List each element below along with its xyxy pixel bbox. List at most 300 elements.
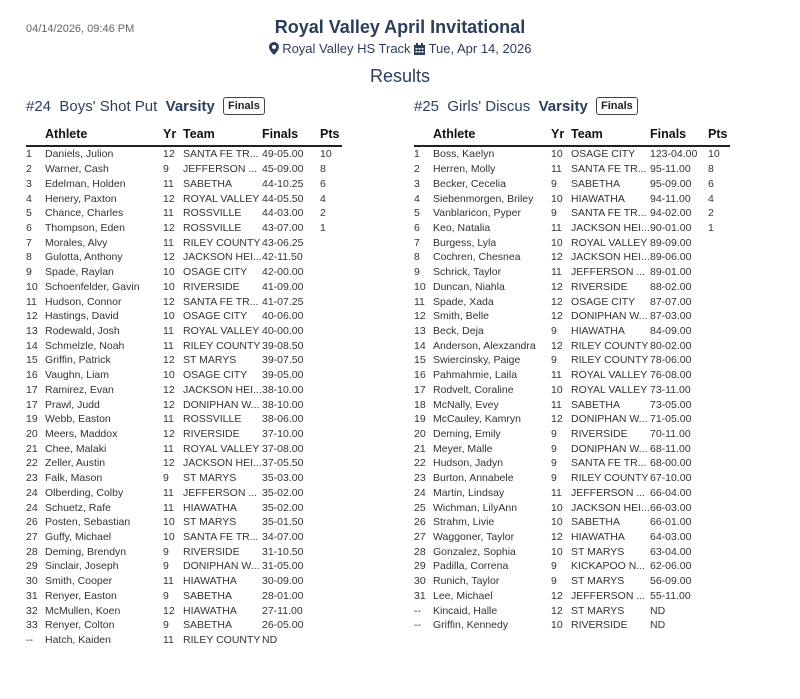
cell-athlete: Cochren, Chesnea xyxy=(433,251,521,264)
cell-pts xyxy=(708,309,730,324)
cell-finals: 70-11.00 xyxy=(650,428,691,441)
table-row xyxy=(414,162,730,177)
cell-place: 29 xyxy=(26,560,38,573)
cell-finals: 26-05.00 xyxy=(262,619,304,632)
cell-athlete: Gulotta, Anthony xyxy=(45,251,123,264)
cell-place: 24 xyxy=(414,486,426,499)
cell-yr: 11 xyxy=(163,575,174,588)
cell-yr: 12 xyxy=(551,531,563,544)
table-row xyxy=(414,235,730,250)
cell-team: JACKSON HEI... xyxy=(183,383,262,396)
cell-finals: 66-04.00 xyxy=(650,486,692,499)
cell-pts xyxy=(708,397,730,412)
results-table xyxy=(26,126,342,647)
cell-team: SANTA FE TR... xyxy=(571,457,647,470)
cell-finals: 40-00.00 xyxy=(262,324,304,337)
cell-yr: 9 xyxy=(163,472,169,485)
cell-yr: 11 xyxy=(163,177,174,190)
cell-pts xyxy=(320,324,342,339)
cell-yr: 9 xyxy=(551,442,557,455)
cell-athlete: Boss, Kaelyn xyxy=(433,148,495,161)
cell-yr: 10 xyxy=(551,501,563,514)
table-row xyxy=(414,486,730,501)
cell-athlete: Waggoner, Taylor xyxy=(433,531,515,544)
cell-finals: 38-06.00 xyxy=(262,413,304,426)
cell-team: SANTA FE TR... xyxy=(183,148,259,161)
cell-pts xyxy=(708,383,730,398)
cell-place: 26 xyxy=(414,516,426,529)
cell-place: 16 xyxy=(414,369,426,382)
cell-yr: 12 xyxy=(163,398,175,411)
cell-team: HIAWATHA xyxy=(183,575,237,588)
cell-place: 18 xyxy=(414,398,426,411)
cell-pts xyxy=(708,265,730,280)
cell-team: ST MARYS xyxy=(571,575,625,588)
table-row xyxy=(26,294,342,309)
cell-place: 6 xyxy=(26,221,32,234)
cell-finals: 35-02.00 xyxy=(262,486,304,499)
cell-finals: 35-02.00 xyxy=(262,501,304,514)
cell-pts xyxy=(320,456,342,471)
table-row xyxy=(26,191,342,206)
cell-place: 24 xyxy=(26,486,38,499)
cell-finals: 63-04.00 xyxy=(650,545,692,558)
cell-pts xyxy=(320,353,342,368)
cell-place: 1 xyxy=(414,148,420,161)
cell-finals: ND xyxy=(262,634,278,647)
cell-pts xyxy=(320,486,342,501)
calendar-icon xyxy=(414,41,425,56)
cell-place: -- xyxy=(26,634,33,647)
cell-yr: 10 xyxy=(163,310,175,323)
cell-place: 13 xyxy=(26,324,38,337)
cell-team: SABETHA xyxy=(183,619,233,632)
cell-team: ST MARYS xyxy=(571,604,625,617)
cell-yr: 12 xyxy=(163,383,175,396)
print-timestamp: 04/14/2026, 09:46 PM xyxy=(26,23,135,35)
table-row xyxy=(26,146,342,162)
table-row xyxy=(414,176,730,191)
cell-team: OSAGE CITY xyxy=(571,148,636,161)
cell-yr: 10 xyxy=(551,383,563,396)
table-row xyxy=(414,383,730,398)
cell-team: OSAGE CITY xyxy=(183,369,248,382)
cell-place: 32 xyxy=(26,604,38,617)
cell-pts xyxy=(320,265,342,280)
cell-athlete: Deming, Emily xyxy=(433,428,501,441)
cell-athlete: Renyer, Colton xyxy=(45,619,115,632)
cell-athlete: Padilla, Correna xyxy=(433,560,509,573)
cell-athlete: McMullen, Koen xyxy=(45,604,121,617)
cell-athlete: Vanblaricon, Pyper xyxy=(433,207,521,220)
cell-athlete: Burton, Annabele xyxy=(433,472,514,485)
table-row xyxy=(414,309,730,324)
cell-yr: 12 xyxy=(163,428,175,441)
cell-finals: 62-06.00 xyxy=(650,560,692,573)
cell-athlete: Henery, Paxton xyxy=(45,192,117,205)
cell-team: JACKSON HEI... xyxy=(571,501,650,514)
cell-yr: 9 xyxy=(551,207,557,220)
cell-pts xyxy=(708,294,730,309)
cell-finals: 87-03.00 xyxy=(650,310,692,323)
cell-pts xyxy=(320,500,342,515)
cell-pts xyxy=(708,412,730,427)
cell-finals: 31-05.00 xyxy=(262,560,304,573)
cell-team: HIAWATHA xyxy=(183,604,237,617)
cell-pts: 1 xyxy=(708,221,714,234)
cell-finals: 44-03.00 xyxy=(262,207,304,220)
cell-athlete: Martin, Lindsay xyxy=(433,486,505,499)
cell-team: JEFFERSON ... xyxy=(183,486,258,499)
cell-place: 30 xyxy=(26,575,38,588)
cell-finals: 31-10.50 xyxy=(262,545,304,558)
cell-place: 24 xyxy=(26,501,38,514)
cell-athlete: Hastings, David xyxy=(45,310,119,323)
cell-finals: 43-06.25 xyxy=(262,236,304,249)
table-row xyxy=(414,397,730,412)
cell-athlete: Meyer, Malle xyxy=(433,442,493,455)
cell-place: 9 xyxy=(414,266,420,279)
event-level: Varsity xyxy=(538,98,588,115)
cell-finals: 39-05.00 xyxy=(262,369,304,382)
cell-yr: 10 xyxy=(163,280,175,293)
cell-yr: 10 xyxy=(551,192,563,205)
cell-finals: 89-06.00 xyxy=(650,251,692,264)
table-row xyxy=(414,618,730,633)
column-header-place xyxy=(26,126,45,146)
cell-pts xyxy=(708,441,730,456)
cell-place: 25 xyxy=(414,501,426,514)
cell-athlete: Strahm, Livie xyxy=(433,516,495,529)
cell-place: 11 xyxy=(26,295,37,308)
cell-athlete: Hudson, Jadyn xyxy=(433,457,504,470)
table-row xyxy=(414,265,730,280)
table-row xyxy=(414,574,730,589)
cell-place: 19 xyxy=(26,413,38,426)
cell-place: 21 xyxy=(26,442,38,455)
cell-athlete: Renyer, Easton xyxy=(45,589,117,602)
cell-team: SABETHA xyxy=(571,398,621,411)
cell-pts: 4 xyxy=(320,192,326,205)
cell-athlete: Swiercinsky, Paige xyxy=(433,354,521,367)
cell-athlete: Lee, Michael xyxy=(433,589,493,602)
location-pin-icon xyxy=(269,41,279,56)
cell-yr: 12 xyxy=(163,295,175,308)
meet-location: Royal Valley HS Track xyxy=(282,41,411,56)
cell-place: 6 xyxy=(414,221,420,234)
table-header xyxy=(414,126,730,146)
cell-finals: 42-11.50 xyxy=(262,251,303,264)
cell-finals: 66-01.00 xyxy=(650,516,692,529)
cell-yr: 9 xyxy=(551,472,557,485)
cell-team: ST MARYS xyxy=(183,516,237,529)
event-number: #25 xyxy=(414,98,440,115)
column-header-finals: Finals xyxy=(650,126,708,146)
cell-place: 28 xyxy=(414,545,426,558)
table-row xyxy=(414,603,730,618)
cell-pts xyxy=(320,250,342,265)
table-row xyxy=(26,309,342,324)
cell-team: RILEY COUNTY xyxy=(571,339,649,352)
table-row xyxy=(26,441,342,456)
cell-place: 7 xyxy=(26,236,32,249)
table-row xyxy=(26,618,342,633)
cell-pts xyxy=(320,412,342,427)
cell-athlete: Rodewald, Josh xyxy=(45,324,120,337)
column-header-yr: Yr xyxy=(551,126,571,146)
cell-place: 7 xyxy=(414,236,420,249)
cell-team: SANTA FE TR... xyxy=(571,207,647,220)
cell-place: 10 xyxy=(26,280,38,293)
cell-finals: ND xyxy=(650,604,666,617)
table-row xyxy=(26,412,342,427)
table-row xyxy=(26,559,342,574)
cell-team: JEFFERSON ... xyxy=(571,486,646,499)
cell-place: 15 xyxy=(414,354,426,367)
cell-athlete: Daniels, Julion xyxy=(45,148,114,161)
cell-finals: 67-10.00 xyxy=(650,472,692,485)
cell-athlete: Hudson, Connor xyxy=(45,295,122,308)
cell-finals: 37-08.00 xyxy=(262,442,304,455)
cell-athlete: Edelman, Holden xyxy=(45,177,126,190)
cell-athlete: Smith, Belle xyxy=(433,310,490,323)
cell-place: 33 xyxy=(26,619,38,632)
cell-pts xyxy=(320,383,342,398)
cell-pts: 8 xyxy=(708,163,714,176)
cell-place: 5 xyxy=(414,207,420,220)
table-row xyxy=(26,500,342,515)
cell-athlete: Guffy, Michael xyxy=(45,531,112,544)
cell-team: SABETHA xyxy=(183,177,233,190)
table-row xyxy=(26,265,342,280)
cell-finals: 73-11.00 xyxy=(650,383,691,396)
cell-place: 17 xyxy=(26,398,38,411)
cell-athlete: Schrick, Taylor xyxy=(433,266,502,279)
cell-athlete: Griffin, Patrick xyxy=(45,354,111,367)
table-row xyxy=(26,176,342,191)
round-badge: Finals xyxy=(223,97,265,115)
cell-place: 9 xyxy=(26,266,32,279)
meet-date: Tue, Apr 14, 2026 xyxy=(428,41,532,56)
cell-team: RIVERSIDE xyxy=(183,545,240,558)
cell-pts xyxy=(708,500,730,515)
cell-yr: 10 xyxy=(551,619,563,632)
cell-finals: 34-07.00 xyxy=(262,531,304,544)
cell-team: ROYAL VALLEY xyxy=(183,442,260,455)
column-header-team: Team xyxy=(571,126,650,146)
cell-pts xyxy=(320,309,342,324)
cell-pts xyxy=(708,618,730,633)
cell-pts xyxy=(320,603,342,618)
cell-athlete: Siebenmorgen, Briley xyxy=(433,192,534,205)
cell-athlete: Chance, Charles xyxy=(45,207,124,220)
cell-team: HIAWATHA xyxy=(183,501,237,514)
cell-finals: 95-11.00 xyxy=(650,163,691,176)
cell-place: 4 xyxy=(26,192,32,205)
cell-team: JEFFERSON ... xyxy=(571,589,646,602)
cell-yr: 9 xyxy=(551,428,557,441)
cell-pts: 10 xyxy=(320,148,332,161)
cell-pts xyxy=(708,559,730,574)
cell-finals: 90-01.00 xyxy=(650,221,692,234)
cell-yr: 11 xyxy=(551,398,562,411)
table-row xyxy=(414,500,730,515)
cell-team: SANTA FE TR... xyxy=(183,295,259,308)
table-row xyxy=(414,427,730,442)
cell-team: DONIPHAN W... xyxy=(183,560,260,573)
cell-pts xyxy=(708,544,730,559)
cell-yr: 10 xyxy=(163,369,175,382)
cell-team: JEFFERSON ... xyxy=(183,163,258,176)
table-row xyxy=(26,471,342,486)
cell-athlete: Anderson, Alexzandra xyxy=(433,339,536,352)
cell-yr: 12 xyxy=(163,192,175,205)
table-row xyxy=(414,544,730,559)
table-row xyxy=(414,146,730,162)
cell-team: RIVERSIDE xyxy=(183,428,240,441)
cell-yr: 11 xyxy=(163,236,174,249)
cell-finals: 28-01.00 xyxy=(262,589,304,602)
cell-team: ROYAL VALLEY xyxy=(571,369,648,382)
cell-athlete: Ramirez, Evan xyxy=(45,383,114,396)
cell-yr: 11 xyxy=(551,266,562,279)
column-header-pts: Pts xyxy=(320,126,342,146)
cell-yr: 10 xyxy=(163,516,175,529)
section-title: Results xyxy=(369,66,431,86)
cell-pts xyxy=(320,471,342,486)
cell-finals: 42-00.00 xyxy=(262,266,304,279)
cell-team: JACKSON HEI... xyxy=(183,251,262,264)
table-row xyxy=(414,206,730,221)
cell-team: SABETHA xyxy=(183,589,233,602)
cell-athlete: Warner, Cash xyxy=(45,163,109,176)
cell-yr: 12 xyxy=(551,604,563,617)
table-row xyxy=(26,574,342,589)
cell-pts xyxy=(320,397,342,412)
cell-yr: 12 xyxy=(551,280,563,293)
cell-pts xyxy=(708,515,730,530)
cell-yr: 9 xyxy=(551,354,557,367)
table-row xyxy=(414,368,730,383)
cell-place: 2 xyxy=(414,163,420,176)
cell-team: KICKAPOO N... xyxy=(571,560,646,573)
table-row xyxy=(26,383,342,398)
cell-athlete: Spade, Raylan xyxy=(45,266,114,279)
cell-pts xyxy=(708,589,730,604)
cell-yr: 12 xyxy=(551,589,563,602)
cell-team: ROYAL VALLEY xyxy=(571,236,648,249)
cell-yr: 9 xyxy=(163,589,169,602)
cell-finals: 30-09.00 xyxy=(262,575,304,588)
cell-place: 26 xyxy=(26,516,38,529)
cell-pts xyxy=(708,427,730,442)
results-table xyxy=(414,126,730,633)
cell-yr: 12 xyxy=(163,221,175,234)
cell-finals: 71-05.00 xyxy=(650,413,692,426)
cell-pts xyxy=(320,427,342,442)
table-row xyxy=(26,162,342,177)
cell-finals: 76-08.00 xyxy=(650,369,692,382)
cell-team: DONIPHAN W... xyxy=(183,398,260,411)
cell-athlete: Zeller, Austin xyxy=(45,457,106,470)
cell-team: ST MARYS xyxy=(183,472,237,485)
cell-athlete: Wichman, LilyAnn xyxy=(433,501,518,514)
cell-team: RILEY COUNTY xyxy=(571,354,649,367)
cell-team: ROSSVILLE xyxy=(183,413,242,426)
cell-yr: 10 xyxy=(163,531,175,544)
cell-team: RIVERSIDE xyxy=(571,428,628,441)
cell-athlete: Herren, Molly xyxy=(433,163,496,176)
cell-place: 13 xyxy=(414,324,426,337)
event-name: Boys' Shot Put xyxy=(59,98,158,115)
cell-team: ST MARYS xyxy=(571,545,625,558)
table-row xyxy=(26,353,342,368)
cell-pts xyxy=(708,338,730,353)
table-row xyxy=(26,515,342,530)
round-badge: Finals xyxy=(596,97,638,115)
cell-yr: 12 xyxy=(551,413,563,426)
table-row xyxy=(26,397,342,412)
cell-pts xyxy=(320,279,342,294)
cell-yr: 10 xyxy=(163,266,175,279)
table-row xyxy=(26,324,342,339)
cell-team: SABETHA xyxy=(571,516,621,529)
cell-place: 15 xyxy=(26,354,38,367)
cell-pts xyxy=(320,589,342,604)
cell-athlete: Hatch, Kaiden xyxy=(45,634,111,647)
cell-team: ROYAL VALLEY xyxy=(183,192,260,205)
cell-place: 22 xyxy=(414,457,426,470)
cell-finals: 80-02.00 xyxy=(650,339,692,352)
cell-athlete: Olberding, Colby xyxy=(45,486,124,499)
cell-finals: 123-04.00 xyxy=(650,148,698,161)
cell-team: SANTA FE TR... xyxy=(183,531,259,544)
cell-pts: 6 xyxy=(320,177,326,190)
cell-athlete: Kincaid, Halle xyxy=(433,604,498,617)
cell-team: RILEY COUNTY xyxy=(183,339,261,352)
cell-team: ROSSVILLE xyxy=(183,207,242,220)
cell-finals: 87-07.00 xyxy=(650,295,692,308)
table-row xyxy=(414,412,730,427)
column-header-athlete: Athlete xyxy=(433,126,551,146)
cell-place: 31 xyxy=(414,589,426,602)
cell-place: 5 xyxy=(26,207,32,220)
cell-athlete: Gonzalez, Sophia xyxy=(433,545,516,558)
cell-yr: 12 xyxy=(163,354,175,367)
table-row xyxy=(414,589,730,604)
cell-team: ROYAL VALLEY xyxy=(183,324,260,337)
cell-yr: 11 xyxy=(551,486,562,499)
table-row xyxy=(414,456,730,471)
table-row xyxy=(26,603,342,618)
cell-place: 23 xyxy=(26,472,38,485)
event-heading xyxy=(414,97,638,115)
table-row xyxy=(414,279,730,294)
cell-finals: 94-02.00 xyxy=(650,207,692,220)
cell-yr: 10 xyxy=(551,545,563,558)
event-name: Girls' Discus xyxy=(447,98,531,115)
cell-yr: 12 xyxy=(551,310,563,323)
table-header xyxy=(26,126,342,146)
cell-athlete: Pahmahmie, Laila xyxy=(433,369,518,382)
cell-pts xyxy=(320,530,342,545)
cell-place: 3 xyxy=(26,177,32,190)
cell-finals: 45-09.00 xyxy=(262,163,304,176)
table-row xyxy=(26,633,342,648)
cell-athlete: Schoenfelder, Gavin xyxy=(45,280,140,293)
cell-pts xyxy=(708,530,730,545)
cell-pts xyxy=(708,603,730,618)
